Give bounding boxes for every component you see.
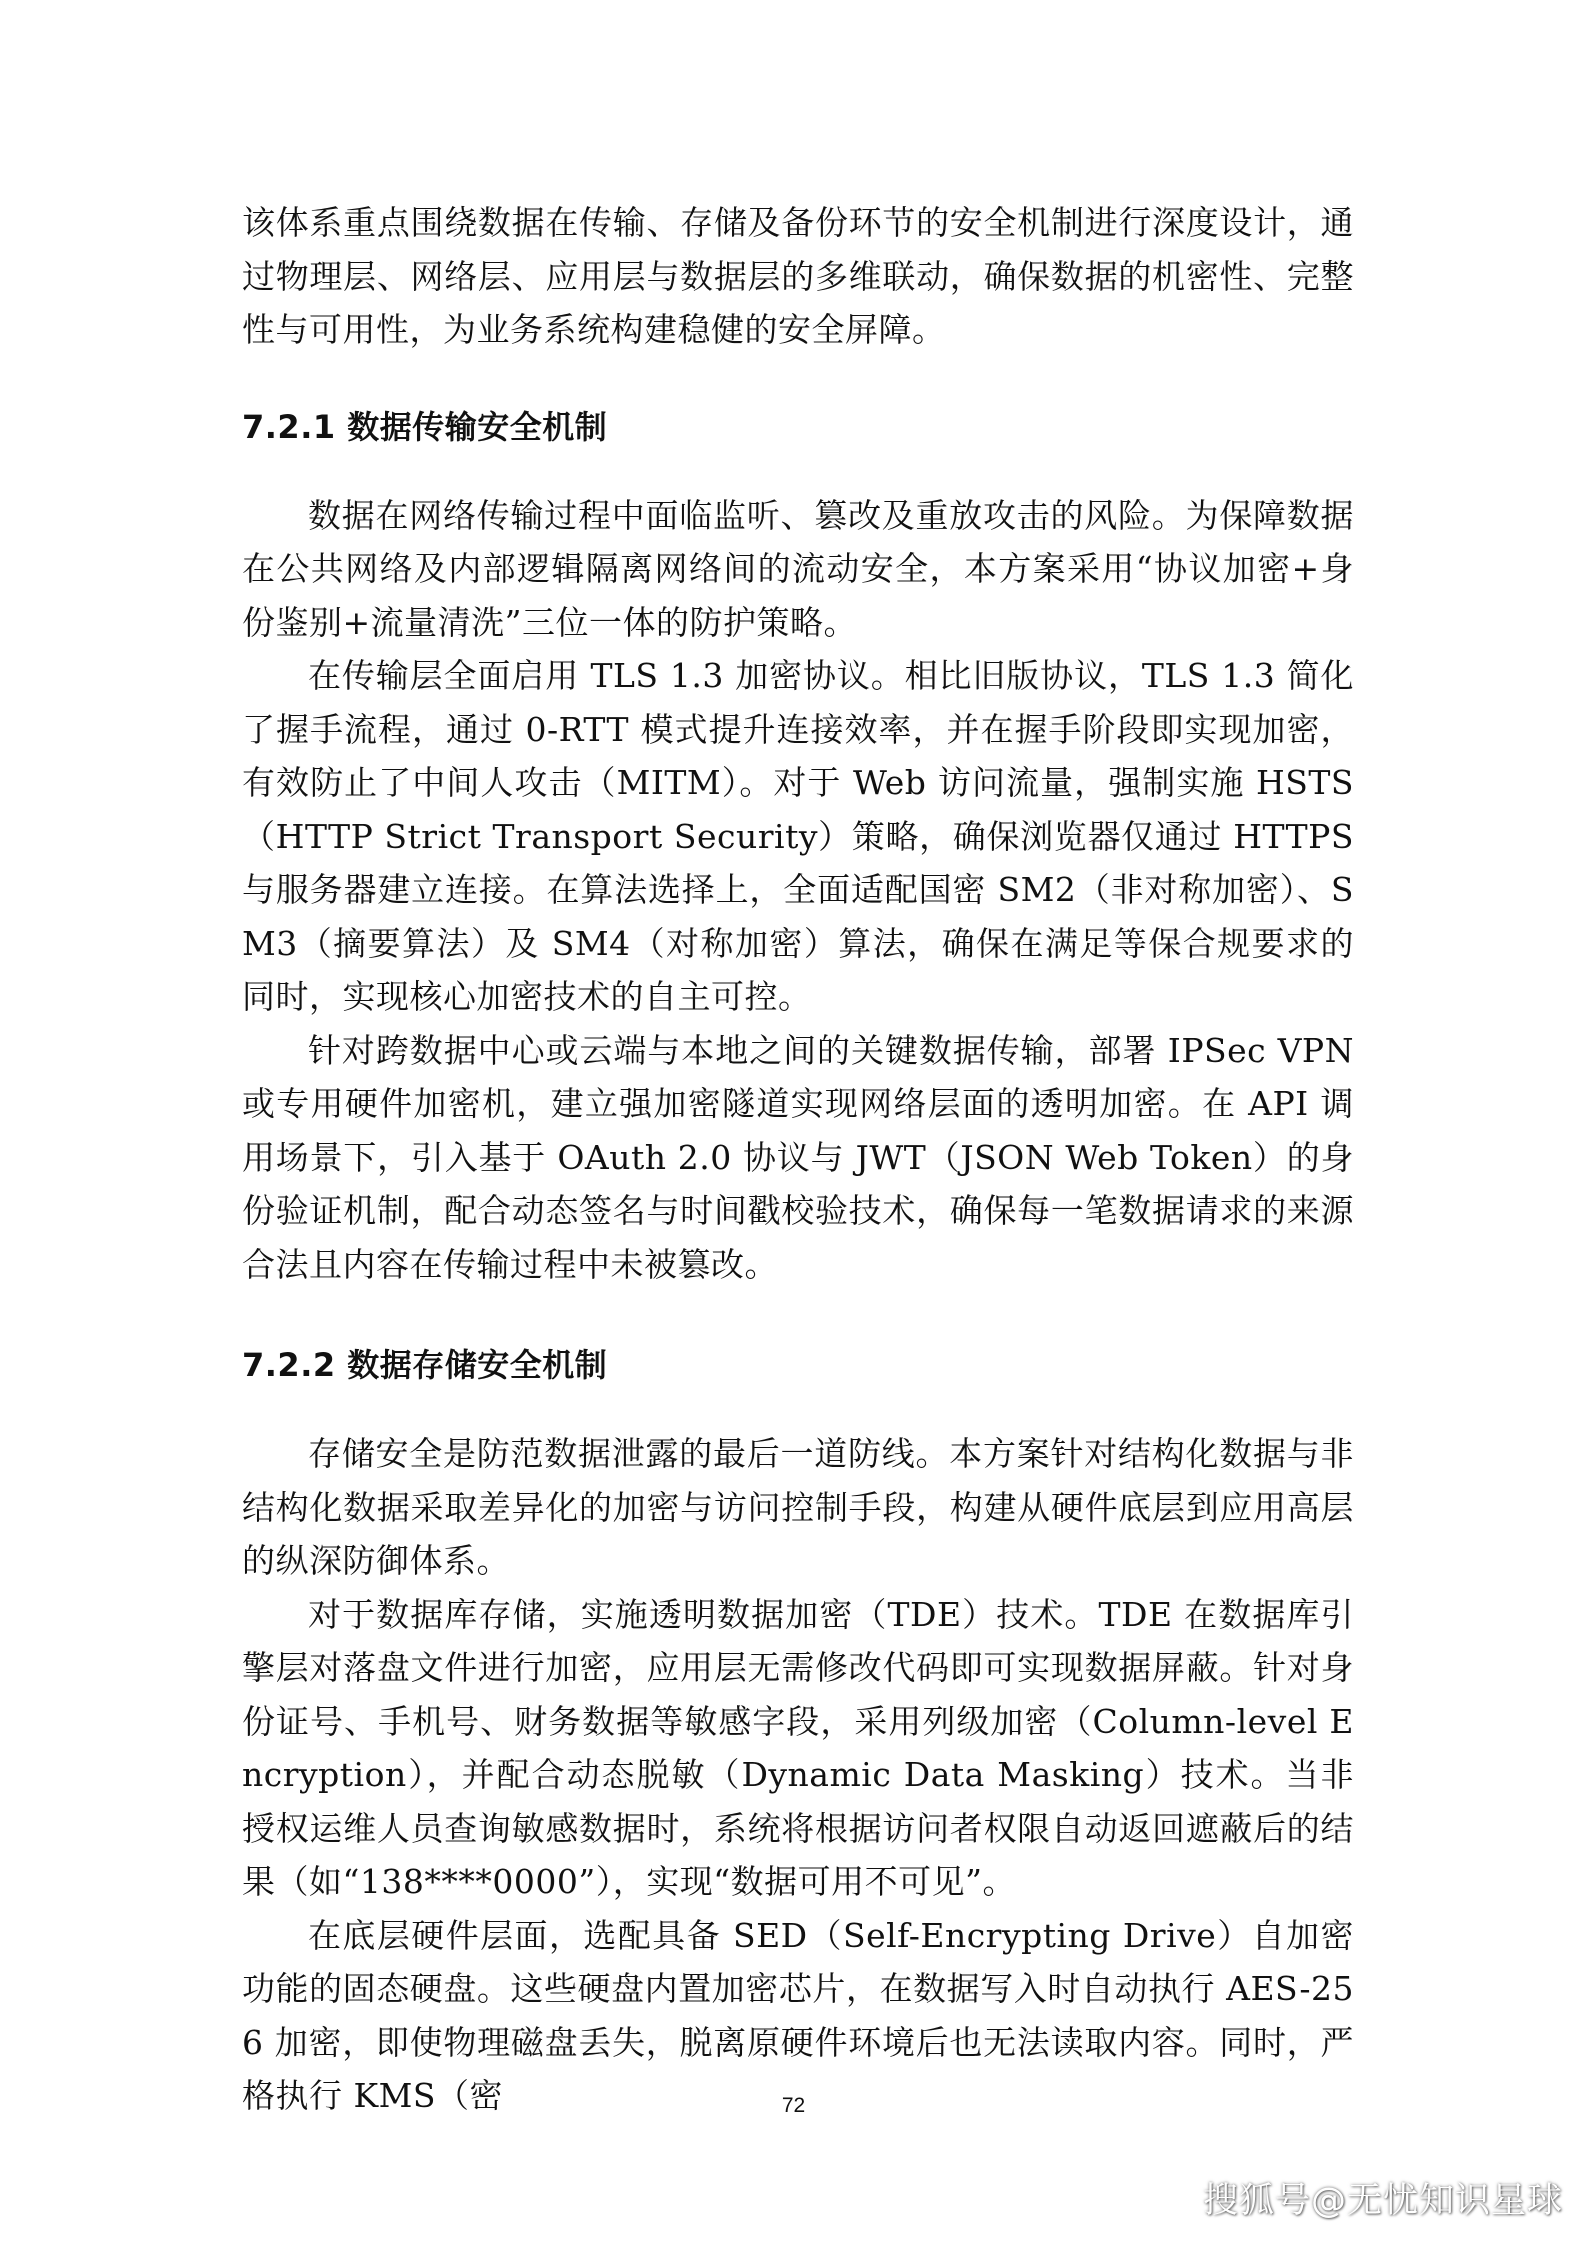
section-heading-7-2-2: 7.2.2 数据存储安全机制 xyxy=(242,1346,608,1384)
section-7-2-2-paragraph-3: 在底层硬件层面，选配具备 SED（Self-Encrypting Drive）自加密功能的固态硬盘。这些硬盘内置加密芯片，在数据写入时自动执行 AES-256 加密，即使物理磁盘丢失，脱离原硬件环境后也无法读取内容。同时，严格执行 KMS（密 xyxy=(242,1915,1354,2115)
section-7-2-1-paragraph-2: 在传输层全面启用 TLS 1.3 加密协议。相比旧版协议，TLS 1.3 简化了握手流程，通过 0-RTT 模式提升连接效率，并在握手阶段即实现加密，有效防止了中间人攻击（MITM）。对于 Web 访问流量，强制实施 HSTS（HTTP Strict Transport Security）策略，确保浏览器仅通过 HTTPS 与服务器建立连接。在算法选择上，全面适配国密 SM2（非对称加密）、SM3（摘要算法）及 SM4（对称加密）算法，确保在满足等保合规要求的同时，实现核心加密技术的自主可控。 xyxy=(242,656,1354,1016)
section-7-2-2-paragraph-2: 对于数据库存储，实施透明数据加密（TDE）技术。TDE 在数据库引擎层对落盘文件进行加密，应用层无需修改代码即可实现数据屏蔽。针对身份证号、手机号、财务数据等敏感字段，采用列级加密（Column-level Encryption），并配合动态脱敏（Dynamic Data Masking）技术。当非授权运维人员查询敏感数据时，系统将根据访问者权限自动返回遮蔽后的结果（如“138****0000”），实现“数据可用不可见”。 xyxy=(242,1594,1354,1901)
section-heading-7-2-1: 7.2.1 数据传输安全机制 xyxy=(242,407,608,446)
page-number: 72 xyxy=(781,2094,806,2117)
watermark: 搜狐号@无忧知识星球 xyxy=(1202,2181,1563,2221)
section-7-2-1-paragraph-3: 针对跨数据中心或云端与本地之间的关键数据传输，部署 IPSec VPN 或专用硬件加密机，建立强加密隧道实现网络层面的透明加密。在 API 调用场景下，引入基于 OAuth 2.0 协议与 JWT（JSON Web Token）的身份验证机制，配合动态签名与时间戳校验技术，确保每一笔数据请求的来源合法且内容在传输过程中未被篡改。 xyxy=(242,1030,1354,1284)
document-body xyxy=(242,196,1354,2123)
intro-paragraph: 该体系重点围绕数据在传输、存储及备份环节的安全机制进行深度设计，通过物理层、网络层、应用层与数据层的多维联动，确保数据的机密性、完整性与可用性，为业务系统构建稳健的安全屏障。 xyxy=(242,203,1354,349)
section-7-2-2-paragraph-1: 存储安全是防范数据泄露的最后一道防线。本方案针对结构化数据与非结构化数据采取差异化的加密与访问控制手段，构建从硬件底层到应用高层的纵深防御体系。 xyxy=(242,1434,1354,1580)
section-7-2-1-paragraph-1: 数据在网络传输过程中面临监听、篡改及重放攻击的风险。为保障数据在公共网络及内部逻辑隔离网络间的流动安全，本方案采用“协议加密+身份鉴别+流量清洗”三位一体的防护策略。 xyxy=(242,495,1354,642)
